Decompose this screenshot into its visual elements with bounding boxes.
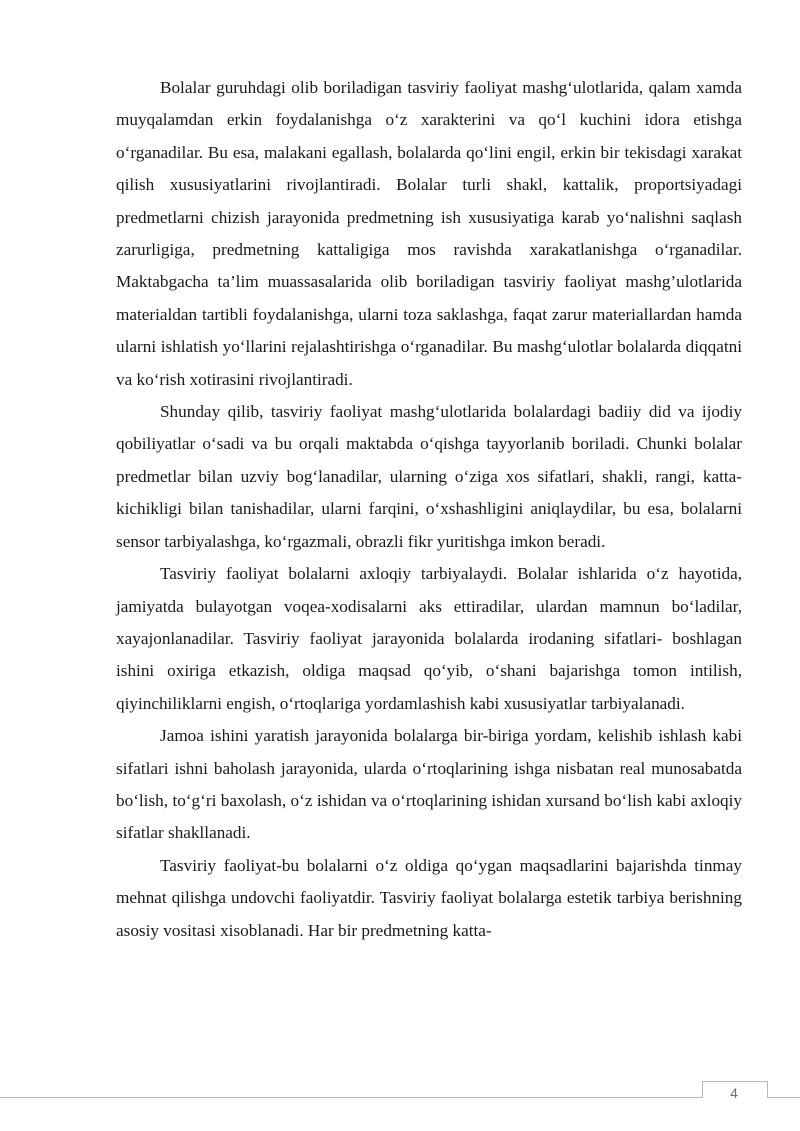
page-number: 4 bbox=[730, 1085, 738, 1101]
paragraph-5: Tasviriy faoliyat-bu bolalarni o‘z oldiga qo‘ygan maqsadlarini bajarishda tinmay mehnat qilishga undovchi faoliyatdir. Tasviriy faoliyat bolalarga estetik tarbiya berishning asosiy vositasi xisoblanadi. Har bir predmetning katta- bbox=[116, 855, 742, 940]
paragraph-3: Tasviriy faoliyat bolalarni axloqiy tarbiyalaydi. Bolalar ishlarida o‘z hayotida, jamiyatda bulayotgan voqea-xodisalarni aks ettiradilar, ulardan mamnun bo‘ladilar, xayajonlanadilar. Tasviriy faoliyat jarayonida bolalarda irodaning sifatlari- boshlagan ishini oxiriga etkazish, oldiga maqsad qo‘yib, o‘shani bajarishga tomon intilish, qiyinchiliklarni engish, o‘rtoqlariga yordamlashish kabi xususiyatlar tarbiyalanadi. bbox=[116, 564, 742, 713]
paragraph-4: Jamoa ishini yaratish jarayonida bolalarga bir-biriga yordam, kelishib ishlash kabi sifatlari ishni baholash jarayonida, ularda o‘rtoqlarining ishga nisbatan real munosabatda bo‘lish, to‘g‘ri baxolash, o‘z ishidan va o‘rtoqlarining ishidan xursand bo‘lish kabi axloqiy sifatlar shakllanadi. bbox=[116, 726, 742, 843]
paragraph-2: Shunday qilib, tasviriy faoliyat mashg‘ulotlarida bolalardagi badiiy did va ijodiy qobiliyatlar o‘sadi va bu orqali maktabda o‘qishga tayyorlanib boriladi. Chunki bolalar predmetlar bilan uzviy bog‘lanadilar, ularning o‘ziga xos sifatlari, shakli, rangi, katta-kichikligi bilan tanishadilar, ularni farqini, o‘xshashligini aniqlaydilar, bu esa, bolalarni sensor tarbiyalashga, ko‘rgazmali, obrazli fikr yuritishga imkon beradi. bbox=[116, 402, 742, 551]
footer-divider bbox=[0, 1097, 800, 1098]
paragraph-1: Bolalar guruhdagi olib boriladigan tasviriy faoliyat mashg‘ulotlarida, qalam xamda muyqalamdan erkin foydalanishga o‘z xarakterini va qo‘l kuchini idora etishga o‘rganadilar. Bu esa, malakani egallash, bolalarda qo‘lini engil, erkin bir tekisdagi xarakat qilish xususiyatlarini rivojlantiradi. Bolalar turli shakl, kattalik, proportsiyadagi predmetlarni chizish jarayonida predmetning ish xususiyatiga karab yo‘nalishni saqlash zarurligiga, predmetning kattaligiga mos ravishda xarakatlanishga o‘rganadilar. Maktabgacha ta’lim muassasalarida olib boriladigan tasviriy faoliyat mashg’ulotlarida materialdan tartibli foydalanishga, ularni toza saklashga, faqat zarur materiallardan hamda ularni ishlatish yo‘llarini rejalashtirishga o‘rganadilar. Bu mashg‘ulotlar bolalarda diqqatni va ko‘rish xotirasini rivojlantiradi. bbox=[116, 78, 742, 389]
page-body-text bbox=[116, 72, 742, 947]
